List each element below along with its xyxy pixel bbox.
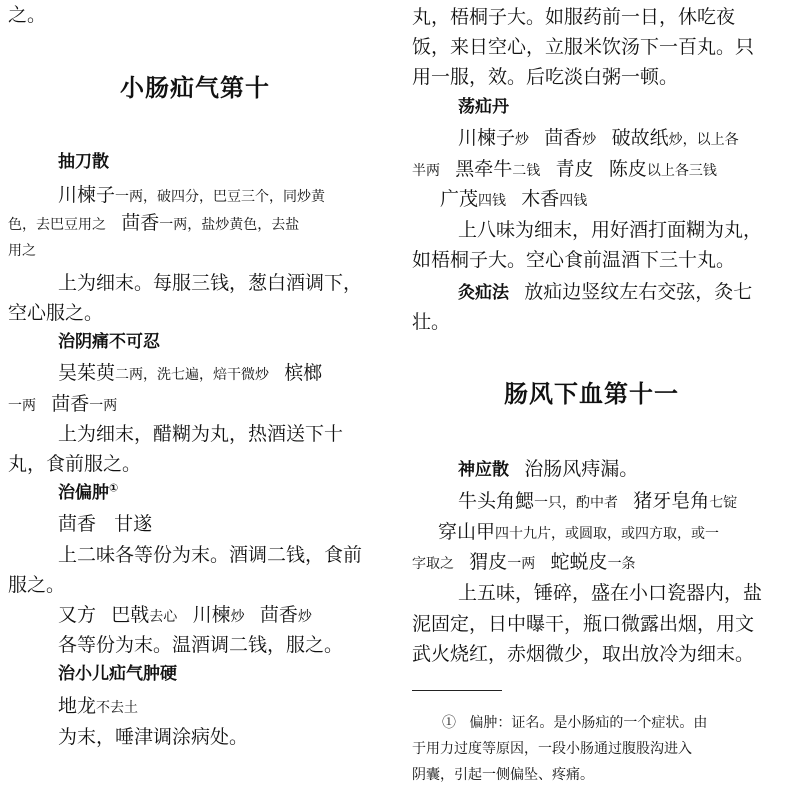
ingredient-line: 半两 黑牵牛二钱 青皮 陈皮以上各三钱 — [412, 158, 717, 180]
ingredient-line: 川楝子炒 茴香炒 破故纸炒，以上各 — [458, 127, 739, 149]
formula-title-jiufa: 灸疝法 — [458, 283, 509, 303]
ingredient-line: 用之 — [8, 243, 36, 259]
formula-title-yintong: 治阴痛不可忍 — [58, 332, 160, 352]
footnote-line: 于用力过度等原因，一段小肠通过腹股沟进入 — [412, 741, 692, 757]
footnote-ref: ① — [109, 481, 119, 495]
ingredient-line: 一两 茴香一两 — [8, 393, 118, 415]
carryover-text: 用一服，效。后吃淡白粥一顿。 — [412, 66, 679, 88]
ingredient-line: 茴香 甘遂 — [58, 513, 153, 535]
ingredient-line: 穿山甲四十九片，或圆取，或四方取，或一 — [438, 521, 720, 543]
method-line: 上为细末，醋糊为丸，热酒送下十 — [58, 423, 344, 445]
moxibustion-method: 灸疝法 放疝边竖纹左右交弦，灸七 — [458, 281, 753, 303]
method-line: 各等份为末。温酒调二钱，服之。 — [58, 634, 344, 656]
carryover-text: 之。 — [8, 4, 47, 26]
formula-title-xiaoer: 治小儿疝气肿硬 — [58, 664, 177, 684]
formula-title-shenying: 神应散 治肠风痔漏。 — [458, 458, 639, 480]
method-line: 丸，食前服之。 — [8, 453, 142, 475]
footnote: ① 偏肿：证名。是小肠疝的一个症状。由 — [442, 715, 708, 731]
carryover-text: 饭，来日空心，立服米饮汤下一百丸。只 — [412, 36, 755, 58]
method-line: 武火烧红，赤烟微少，取出放冷为细末。 — [412, 643, 755, 665]
method-line: 如梧桐子大。空心食前温酒下三十丸。 — [412, 249, 736, 271]
ingredient-line: 吴茱萸二两，洗七遍，焙干微炒 槟榔 — [58, 362, 323, 384]
method-line: 泥固定，日中曝干，瓶口微露出烟，用文 — [412, 613, 755, 635]
ingredient-line: 川楝子一两，破四分，巴豆三个，同炒黄 — [58, 184, 326, 206]
ingredient-line: 地龙不去土 — [58, 695, 139, 717]
ingredient-line: 字取之 猬皮一两 蛇蜕皮一条 — [412, 551, 636, 573]
chapter-title-10: 小肠疝气第十 — [120, 74, 270, 102]
method-line: 上为细末。每服三钱，葱白酒调下， — [58, 272, 363, 294]
method-line: 上五味，锤碎，盛在小口瓷器内，盐 — [458, 582, 763, 604]
method-line: 上二味各等份为末。酒调二钱，食前 — [58, 544, 363, 566]
carryover-text: 丸，梧桐子大。如服药前一日，休吃夜 — [412, 6, 736, 28]
method-line: 上八味为细末，用好酒打面糊为丸， — [458, 219, 763, 241]
formula-title-pianzhong: 治偏肿① — [58, 481, 119, 503]
formula-title-dangshan: 荡疝丹 — [458, 97, 509, 117]
formula-title-choudaosan: 抽刀散 — [58, 152, 109, 172]
alternate-formula-line: 又方 巴戟去心 川楝炒 茴香炒 — [58, 604, 312, 626]
ingredient-line: 色，去巴豆用之 茴香一两，盐炒黄色，去盐 — [8, 212, 300, 234]
footnote-line: 阴囊，引起一侧偏坠、疼痛。 — [412, 767, 594, 783]
method-line: 为末，唾津调涂病处。 — [58, 726, 249, 748]
footnote-divider — [412, 690, 502, 691]
footnote-mark: ① — [442, 715, 456, 731]
method-line: 壮。 — [412, 311, 451, 333]
method-line: 服之。 — [8, 574, 66, 596]
ingredient-line: 广茂四钱 木香四钱 — [440, 188, 588, 210]
chapter-title-11: 肠风下血第十一 — [504, 380, 679, 408]
ingredient-line: 牛头角鰓一只，酌中者 猪牙皂角七锭 — [458, 490, 738, 512]
method-line: 空心服之。 — [8, 302, 104, 324]
